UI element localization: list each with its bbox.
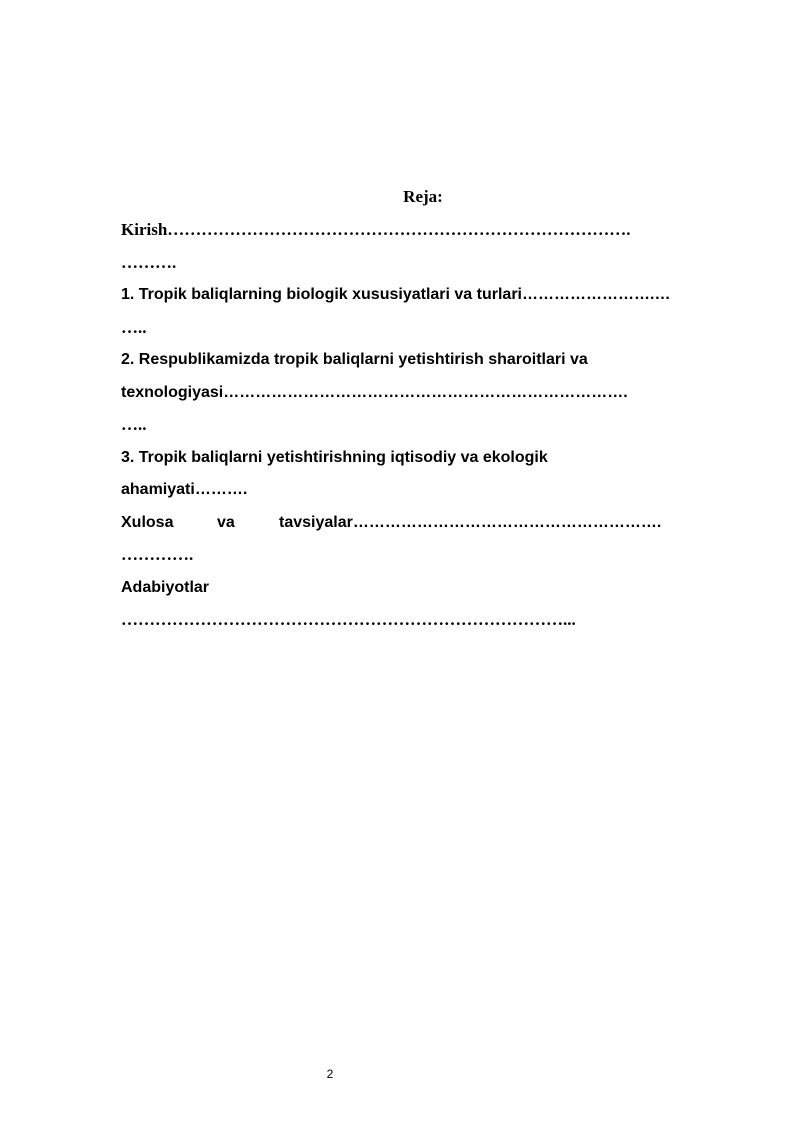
toc-intro-continuation: ………. bbox=[121, 252, 177, 272]
toc-item-2-continuation: ….. bbox=[121, 415, 147, 434]
toc-conclusion-continuation: …………. bbox=[121, 545, 194, 564]
page-number: 2 bbox=[326, 1067, 334, 1081]
toc-conclusion-word-3: tavsiyalar…………………………………………………. bbox=[279, 513, 662, 531]
toc-conclusion-word-1: Xulosa bbox=[121, 513, 174, 531]
toc-references: Adabiyotlar bbox=[121, 578, 210, 596]
toc-item-2-line-2: texnologiyasi…………………………………………………………………. bbox=[121, 383, 628, 401]
toc-conclusion-word-2: va bbox=[217, 513, 235, 531]
plan-title: Reja: bbox=[403, 187, 443, 206]
toc-conclusion bbox=[121, 512, 731, 545]
table-of-contents bbox=[121, 219, 731, 642]
toc-item-1-continuation: ….. bbox=[121, 317, 147, 337]
toc-item-3-line-2: ahamiyati………. bbox=[121, 481, 248, 498]
toc-intro: Kirish………………………………………………………………………. bbox=[121, 220, 631, 239]
toc-item-3-line-1: 3. Tropik baliqlarni yetishtirishning iqtisodiy va ekologik bbox=[121, 448, 548, 466]
toc-item-2-line-1: 2. Respublikamizda tropik baliqlarni yetishtirish sharoitlari va bbox=[121, 351, 588, 368]
toc-references-continuation: ……………………………………………………………………... bbox=[121, 610, 576, 629]
toc-item-1: 1. Tropik baliqlarning biologik xususiyatlari va turlari…………………….… bbox=[121, 286, 671, 303]
